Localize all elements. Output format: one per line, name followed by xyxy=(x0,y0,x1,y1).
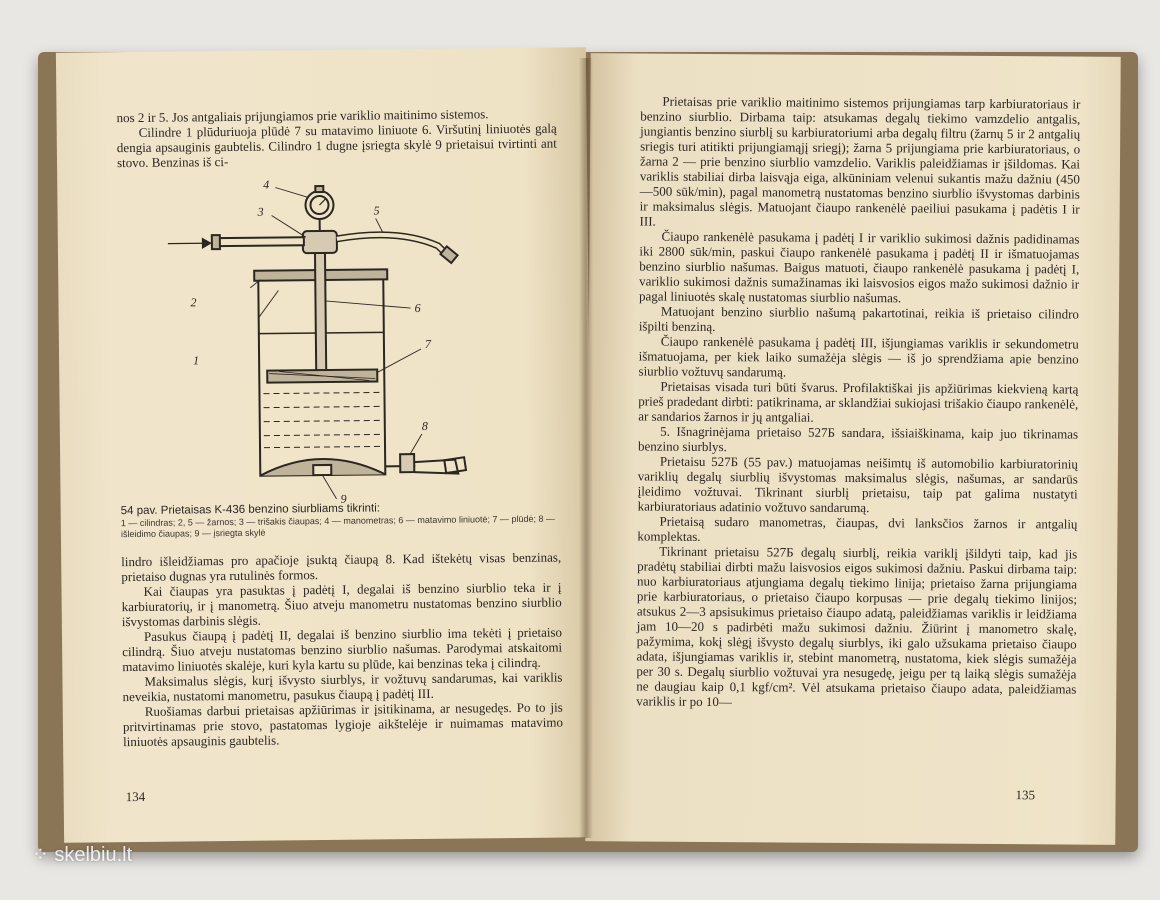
left-top-text xyxy=(116,106,557,171)
watermark xyxy=(32,842,132,867)
paragraph: Čiaupo rankenėlė pasukama į padėtį I ir variklio sukimosi dažnis padidinamas iki 2800 sūk/min, paskui čiaupo rankenėlė pasukama į padėtį II ir išmatuojamas benzino siurblio našumas. Baigus matuoti, čiaupo rankenėlė pasukama į padėtį I, variklio sukimosi dažnis sumažinamas iki laisvosios eigos mažo sukimosi dažnio ir pagal liniuotės skalę nustatomas siurblio našumas. xyxy=(639,228,1080,306)
book-gutter xyxy=(579,58,593,838)
paragraph: Maksimalus slėgis, kurį išvysto siurblys, ir vožtuvų sandarumas, kai variklis neveikia, nustatomi manometru, pasukus čiaupą į padėtį III. xyxy=(122,669,563,705)
paragraph: Tikrinant prietaisu 527Б degalų siurblį, reikia variklį įšildyti taip, kad jis pradėtų stabiliai dirbti mažu laisvosios eigos sukimosi dažniu. Paskui dirbama taip: nuo karbiuratoriaus atjungiama degalų tiekimo linija; prietaiso žarna prijungiama prie karbiuratoriaus, o prietaiso čiaupo korpusas — prie degalų tiekimo linijos; atsukus 2—3 apsisukimus prietaiso čiaupo adatą, paleidžiamas variklis ir leidžiama jam 10—20 s padirbėti mažu sukimosi dažniu. Žiūrint į manometro skalę, pažymima, kokį slėgį išvysto degalų siurblys, iki galo užsukama prietaiso čiaupo adata, išjungiamas variklis ir, stebint manometrą, nustatoma, kiek slėgis sumažėja per 30 s. Degalų siurblio vožtuvai yra nesugedę, jeigu per tą laiką slėgis sumažėja ne daugiau kaip 0,1 kgf/cm². Vėl atsukama prietaiso čiaupo adata, paleidžiamas variklis ir po 10— xyxy=(636,543,1078,710)
figure-label: 8 xyxy=(421,418,428,433)
watermark-dots-icon: ⁘ xyxy=(32,844,55,866)
paragraph: Kai čiaupas yra pasuktas į padėtį I, degalai iš benzino siurblio teka ir į karbiuratorių, ir į manometrą. Šiuo atveju manometru nustatomas benzino siurblio išvystomas darbinis slėgis. xyxy=(121,579,562,630)
paragraph: lindro išleidžiamas pro apačioje įsuktą čiaupą 8. Kad ištekėtų visas benzinas, prietaiso dugnas yra rutulinės formos. xyxy=(121,549,562,585)
figure-caption xyxy=(121,501,561,541)
figure-label: 5 xyxy=(373,203,380,218)
paragraph: Prietaisą sudaro manometras, čiaupas, dvi lanksčios žarnos ir antgalių komplektas. xyxy=(637,513,1078,544)
left-page xyxy=(56,47,594,843)
left-bottom-text xyxy=(121,550,563,750)
page-number: 135 xyxy=(1015,787,1036,803)
figure-label: 6 xyxy=(414,300,421,316)
right-page xyxy=(585,53,1120,845)
paragraph: Ruošiamas darbui prietaisas apžiūrimas ir įsitikinama, ar nesugedęs. Po to jis pritvirtinamas prie stovo, pastatomas lygioje aikštelėje ir nuimamas matavimo liniuotės apsauginis gaubtelis. xyxy=(122,699,563,750)
watermark-text: skelbiu.lt xyxy=(54,844,133,866)
paragraph: Čiaupo rankenėlė pasukama į padėtį III, išjungiamas variklis ir sekundometru išmatuojama, per kiek laiko sumažėja slėgis — iš jo sprendžiama apie benzino siurblio vožtuvų sandarumą. xyxy=(638,333,1079,380)
caption-legend: 1 — cilindras; 2, 5 — žarnos; 3 — trišakis čiaupas; 4 — manometras; 6 — matavimo liniuotė; 7 — plūdė; 8 — išleidimo čiaupas; 9 — įsriegta skylė xyxy=(120,513,556,540)
figure-label: 9 xyxy=(340,491,347,506)
paragraph: Matuojant benzino siurblio našumą pakartotinai, reikia iš prietaiso cilindro išpilti benziną. xyxy=(638,303,1079,335)
paragraph: Pasukus čiaupą į padėtį II, degalai iš benzino siurblio ima tekėti į prietaiso cilindrą. Šiuo atveju nustatomas benzino siurblio našumas. Parodymai atskaitomi matavimo liniuotės skalėje, kuri kyla kartu su plūde, kai benzinas teka į cilindrą. xyxy=(122,624,563,675)
right-text xyxy=(636,94,1080,712)
figure-label: 4 xyxy=(263,177,270,192)
paragraph: Cilindre 1 plūduriuoja plūdė 7 su matavimo liniuote 6. Viršutinį liniuotės galą dengia apsauginis gaubtelis. Cilindro 1 dugne įsriegta skylė 9 prietaisui tvirtinti ant stovo. Benzinas iš ci- xyxy=(116,120,557,171)
figure-label: 3 xyxy=(257,204,264,219)
paragraph: Prietaisas visada turi būti švarus. Profilaktiškai jis apžiūrimas kiekvieną kartą prieš pradedant dirbti: patikrinama, ar sklandžiai sukiojasi trišakio čiaupo rankenėlė, ar sandarios žarnos ir jų antgaliai. xyxy=(638,378,1079,425)
paragraph: nos 2 ir 5. Jos antgaliais prijungiamos prie variklio maitinimo sistemos. xyxy=(116,106,489,126)
fuel-pump-tester-figure xyxy=(190,177,520,506)
figure-label: 2 xyxy=(190,295,197,310)
figure-label: 7 xyxy=(424,336,432,351)
figure-label: 1 xyxy=(193,353,200,368)
page-number: 134 xyxy=(125,788,146,805)
caption-title: 54 pav. Prietaisas K-436 benzino siurbliams tikrinti: xyxy=(120,502,381,518)
paragraph: 5. Išnagrinėjama prietaiso 527Б sandara, išsiaiškinama, kaip juo tikrinamas benzino siurblys. xyxy=(637,423,1079,455)
paragraph: Prietaisu 527Б (55 pav.) matuojamas neišimtų iš automobilio karbiuratorinių variklių degalų siurblių išvystomas maksimalus slėgis, našumas, ar sandarūs įleidimo vožtuvai. Tikrinant siurblį prietaisu, taip pat galima nustatyti karbiuratoriaus adatinio vožtuvo sandarumą. xyxy=(637,453,1078,516)
paragraph: Prietaisas prie variklio maitinimo sistemos prijungiamas tarp karbiuratoriaus ir benzino siurblio. Dirbama taip: atsukamas degalų tiekimo vamzdelio antgalis, jungiantis benzino siurblį su karbiuratoriumi arba degalų filtru (žarnų 5 ir 2 antgalių sriegis turi atitikti prijungiamąjį sriegį); žarna 5 prijungiama prie karbiuratoriaus, o žarna 2 — prie benzino siurblio vamzdelio. Variklis paleidžiamas ir įšildomas. Kai variklis stabiliai dirba laisvąja eiga, alkūniniam velenui sukantis mažu dažniu (450—500 sūk/min), pagal manometrą nustatomas benzino siurblio išvystomas darbinis ir maksimalus slėgis. Matuojant čiaupo rankenėlė paeiliui pasukama į padėtis I ir III. xyxy=(639,93,1081,229)
